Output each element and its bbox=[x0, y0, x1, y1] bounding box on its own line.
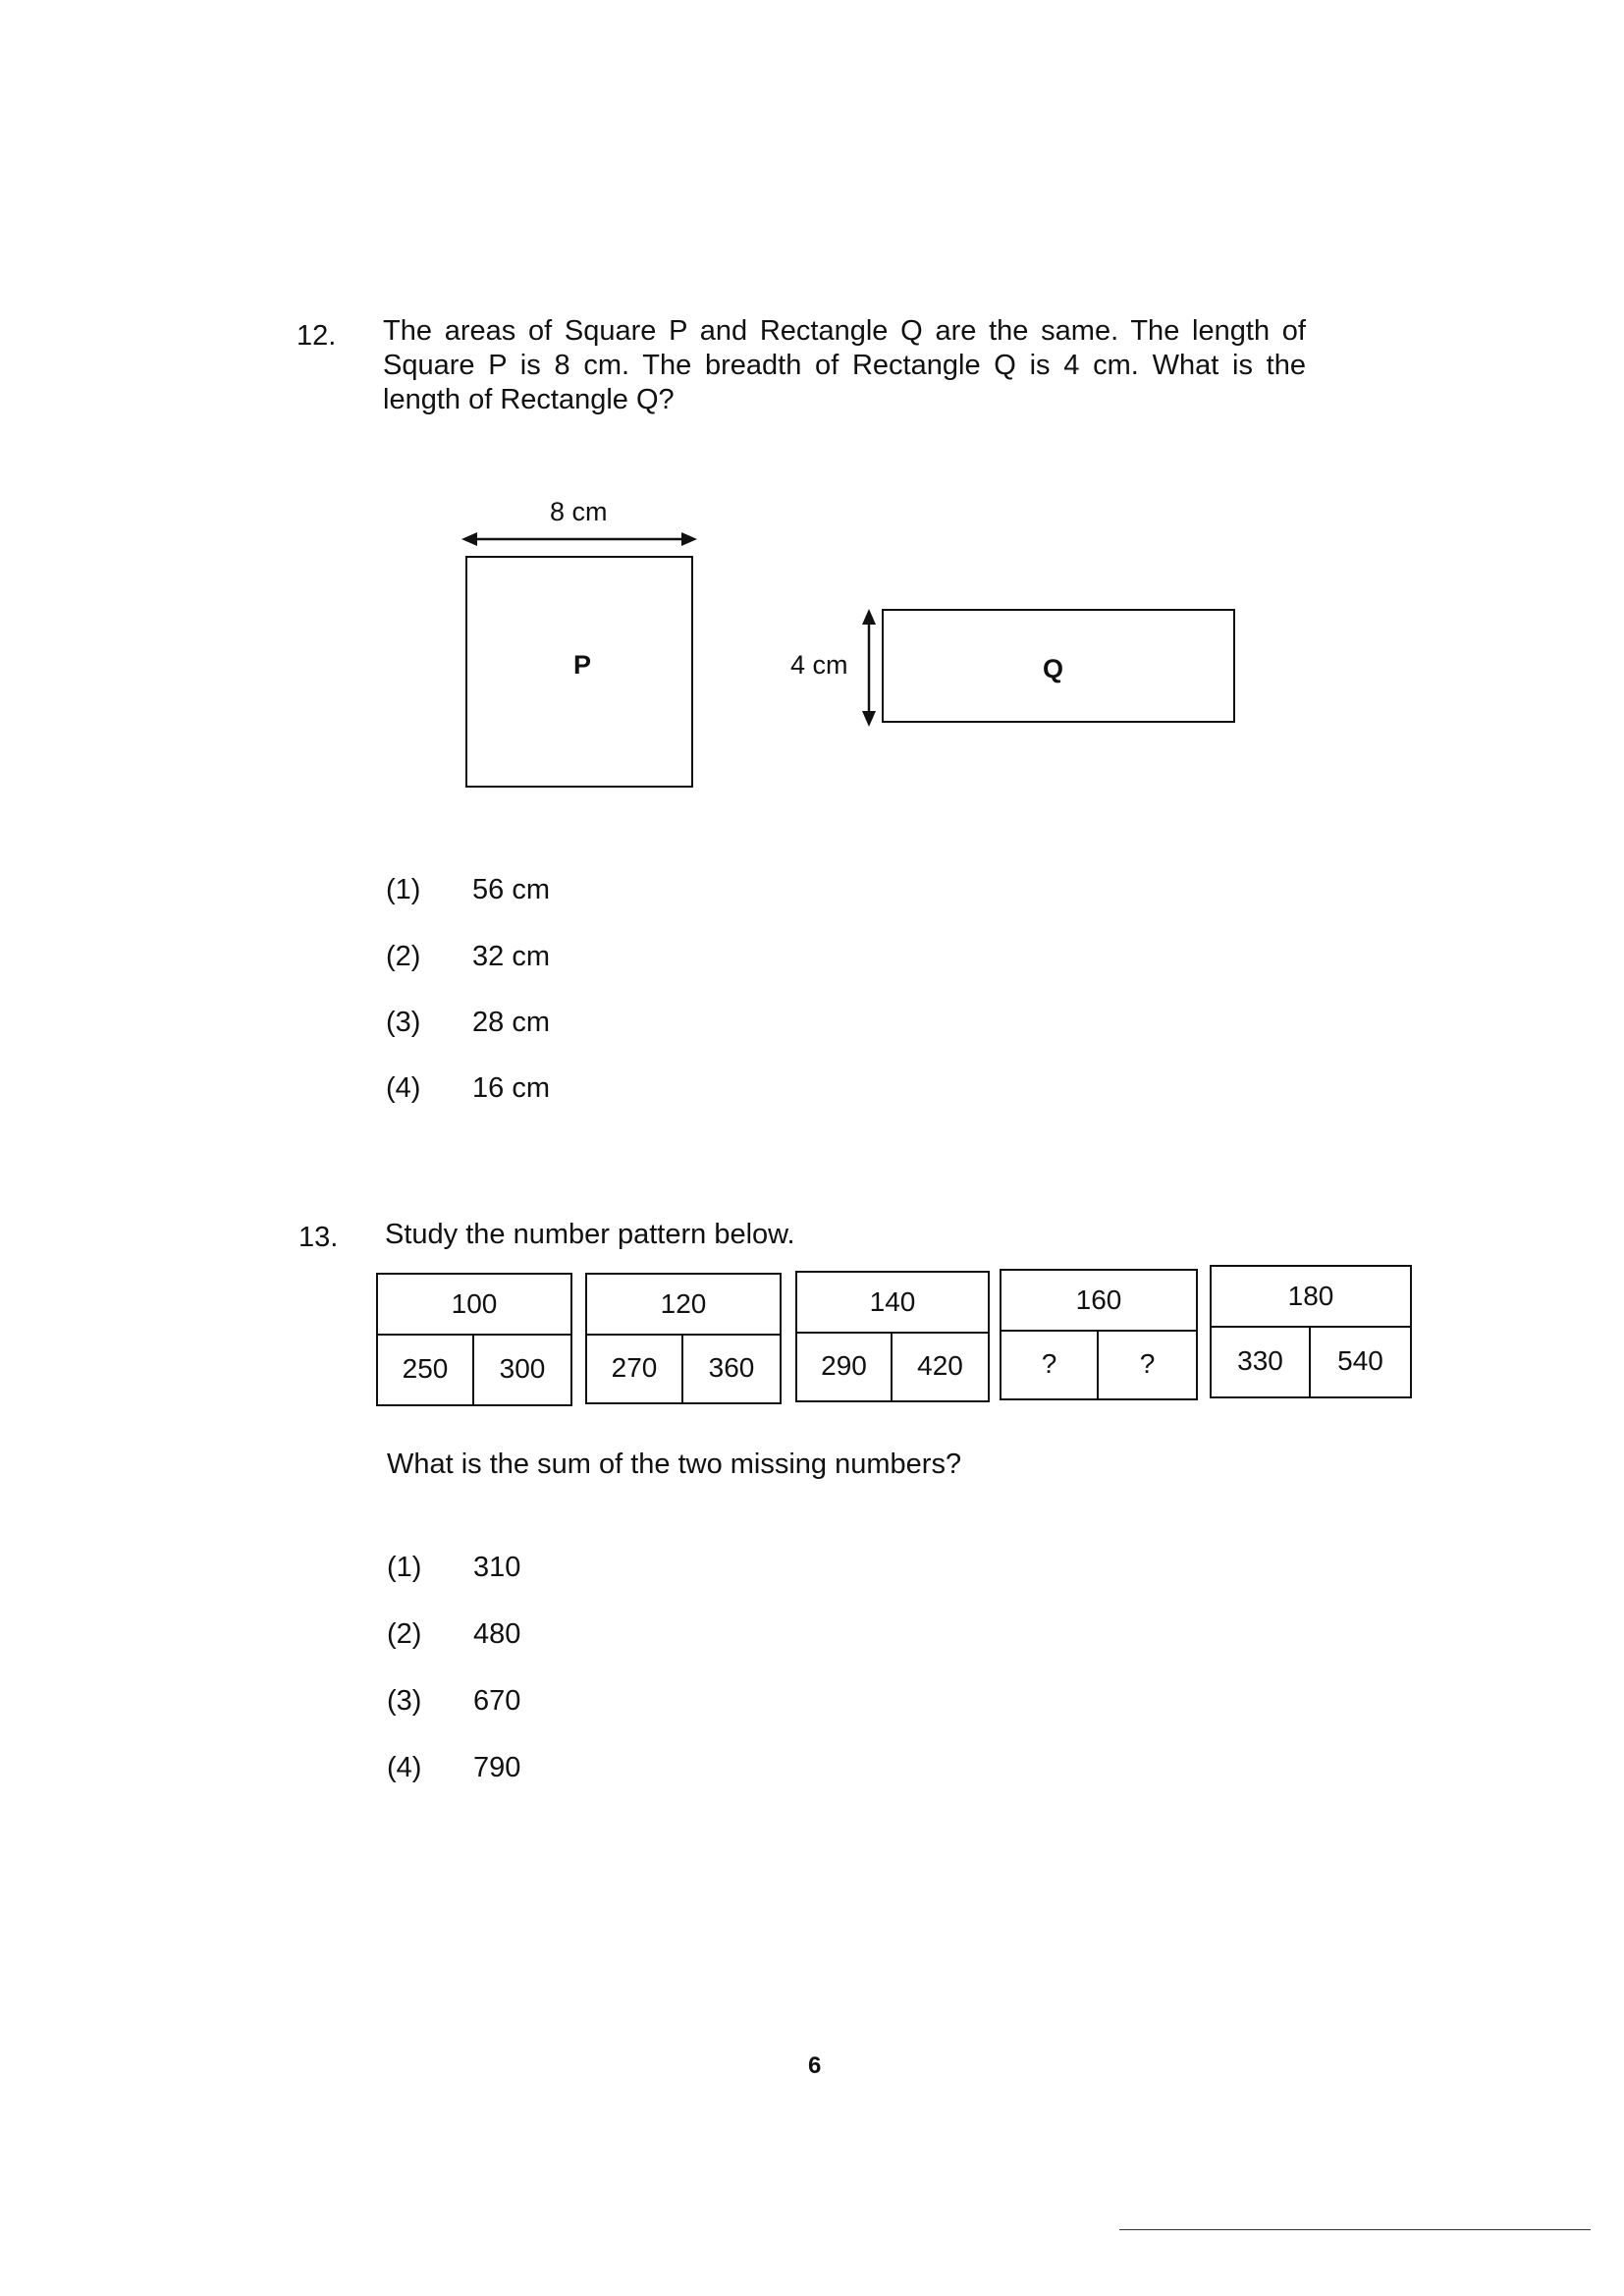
pattern-card-1 bbox=[376, 1273, 572, 1406]
pattern-card-5-right: 540 bbox=[1337, 1345, 1383, 1376]
q13-option-1[interactable] bbox=[387, 1552, 681, 1587]
q12-option-1[interactable] bbox=[386, 874, 680, 909]
pattern-card-1-top: 100 bbox=[378, 1275, 570, 1336]
pattern-card-1-right: 300 bbox=[499, 1353, 546, 1384]
q13-option-3-number: (3) bbox=[387, 1685, 422, 1717]
q12-text: The areas of Square P and Rectangle Q are the same. The length of Square P is 8 cm. The breadth of Rectangle Q is 4 cm. What is the length of Rectangle Q? bbox=[383, 315, 1306, 415]
page-number: 6 bbox=[808, 2052, 822, 2079]
pattern-card-2-right: 360 bbox=[708, 1352, 755, 1383]
q13-option-4-number: (4) bbox=[387, 1752, 422, 1783]
pattern-card-3-right: 420 bbox=[917, 1350, 963, 1381]
pattern-card-5 bbox=[1210, 1265, 1412, 1398]
pattern-card-5-top: 180 bbox=[1212, 1267, 1410, 1328]
q13-option-2-value: 480 bbox=[473, 1618, 521, 1650]
q12-number: 12. bbox=[297, 320, 337, 352]
q12-option-3-value: 28 cm bbox=[472, 1007, 550, 1038]
pattern-card-4-top: 160 bbox=[1001, 1271, 1196, 1332]
q12-option-4-number: (4) bbox=[386, 1072, 421, 1104]
q13-option-1-value: 310 bbox=[473, 1552, 521, 1583]
q12-option-1-number: (1) bbox=[386, 874, 421, 905]
q13-intro: Study the number pattern below. bbox=[385, 1219, 795, 1250]
square-side-arrow bbox=[461, 526, 697, 552]
pattern-card-2 bbox=[585, 1273, 782, 1404]
q13-option-1-number: (1) bbox=[387, 1552, 422, 1583]
pattern-card-3 bbox=[795, 1271, 990, 1402]
pattern-card-1-left: 250 bbox=[378, 1334, 474, 1404]
pattern-card-5-left: 330 bbox=[1212, 1326, 1311, 1396]
q13-option-4-value: 790 bbox=[473, 1752, 521, 1783]
pattern-card-3-left: 290 bbox=[797, 1332, 893, 1400]
q13-option-2-number: (2) bbox=[387, 1618, 422, 1650]
pattern-card-3-top: 140 bbox=[797, 1273, 988, 1334]
rectangle-q-label: Q bbox=[1043, 654, 1064, 683]
pattern-card-2-top: 120 bbox=[587, 1275, 780, 1336]
q13-number: 13. bbox=[298, 1222, 339, 1253]
q13-option-2[interactable] bbox=[387, 1618, 681, 1654]
q12-option-1-value: 56 cm bbox=[472, 874, 550, 905]
q12-option-4[interactable] bbox=[386, 1072, 680, 1108]
footer-line bbox=[1119, 2229, 1591, 2230]
q12-option-3[interactable] bbox=[386, 1007, 680, 1042]
square-side-label: 8 cm bbox=[550, 497, 608, 526]
q12-option-2-number: (2) bbox=[386, 941, 421, 972]
q13-question: What is the sum of the two missing numbers? bbox=[387, 1449, 962, 1480]
q13-option-3[interactable] bbox=[387, 1685, 681, 1721]
square-p-label: P bbox=[573, 650, 592, 680]
q12-option-3-number: (3) bbox=[386, 1007, 421, 1038]
q13-option-3-value: 670 bbox=[473, 1685, 521, 1717]
q12-option-2[interactable] bbox=[386, 941, 680, 976]
pattern-card-4-right: ? bbox=[1139, 1348, 1156, 1379]
pattern-card-2-left: 270 bbox=[587, 1334, 683, 1402]
rect-breadth-arrow bbox=[856, 609, 882, 727]
q13-option-4[interactable] bbox=[387, 1752, 681, 1787]
pattern-card-4-left: ? bbox=[1001, 1330, 1099, 1398]
q12-option-2-value: 32 cm bbox=[472, 941, 550, 972]
rect-breadth-label: 4 cm bbox=[790, 650, 848, 680]
q12-option-4-value: 16 cm bbox=[472, 1072, 550, 1104]
pattern-card-4 bbox=[1000, 1269, 1198, 1400]
